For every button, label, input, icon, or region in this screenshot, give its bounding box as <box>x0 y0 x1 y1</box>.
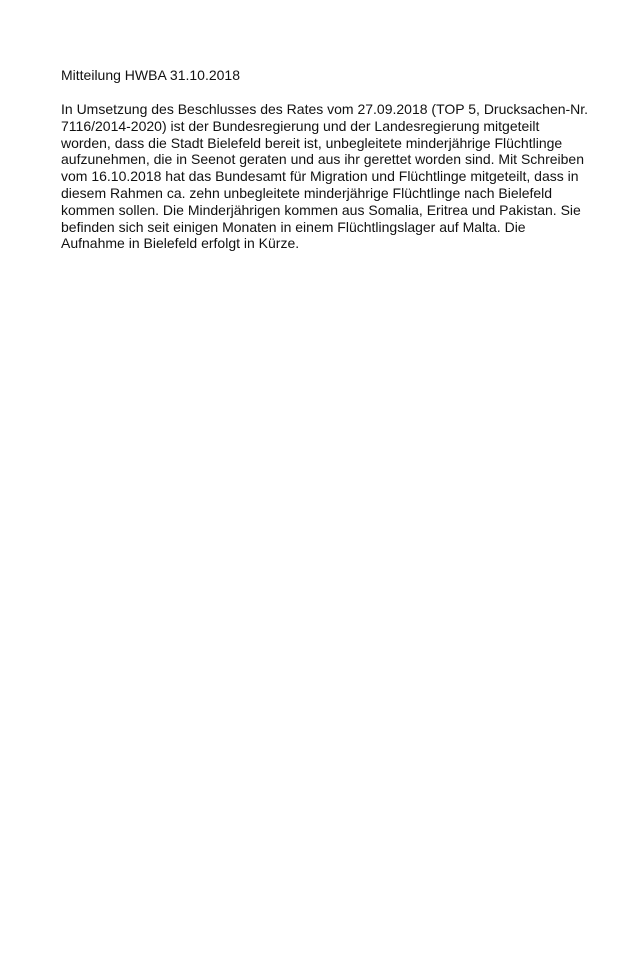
document-body <box>61 101 588 252</box>
body-line: vom 16.10.2018 hat das Bundesamt für Migration und Flüchtlinge mitgeteilt, dass in <box>61 168 579 185</box>
body-line: 7116/2014-2020) ist der Bundesregierung und der Landesregierung mitgeteilt <box>61 117 540 134</box>
body-line: kommen sollen. Die Minderjährigen kommen aus Somalia, Eritrea und Pakistan. Sie <box>61 201 581 218</box>
body-line: worden, dass die Stadt Bielefeld bereit ist, unbegleitete minderjährige Flüchtlinge <box>61 134 563 151</box>
document-title: Mitteilung HWBA 31.10.2018 <box>61 67 240 83</box>
body-line: befinden sich seit einigen Monaten in einem Flüchtlingslager auf Malta. Die <box>61 218 526 235</box>
body-line: In Umsetzung des Beschlusses des Rates vom 27.09.2018 (TOP 5, Drucksachen-Nr. <box>61 101 589 117</box>
body-line: aufzunehmen, die in Seenot geraten und aus ihr gerettet worden sind. Mit Schreiben <box>61 151 584 168</box>
body-line: Aufnahme in Bielefeld erfolgt in Kürze. <box>61 235 300 252</box>
body-line: diesem Rahmen ca. zehn unbegleitete minderjährige Flüchtlinge nach Bielefeld <box>61 184 553 201</box>
